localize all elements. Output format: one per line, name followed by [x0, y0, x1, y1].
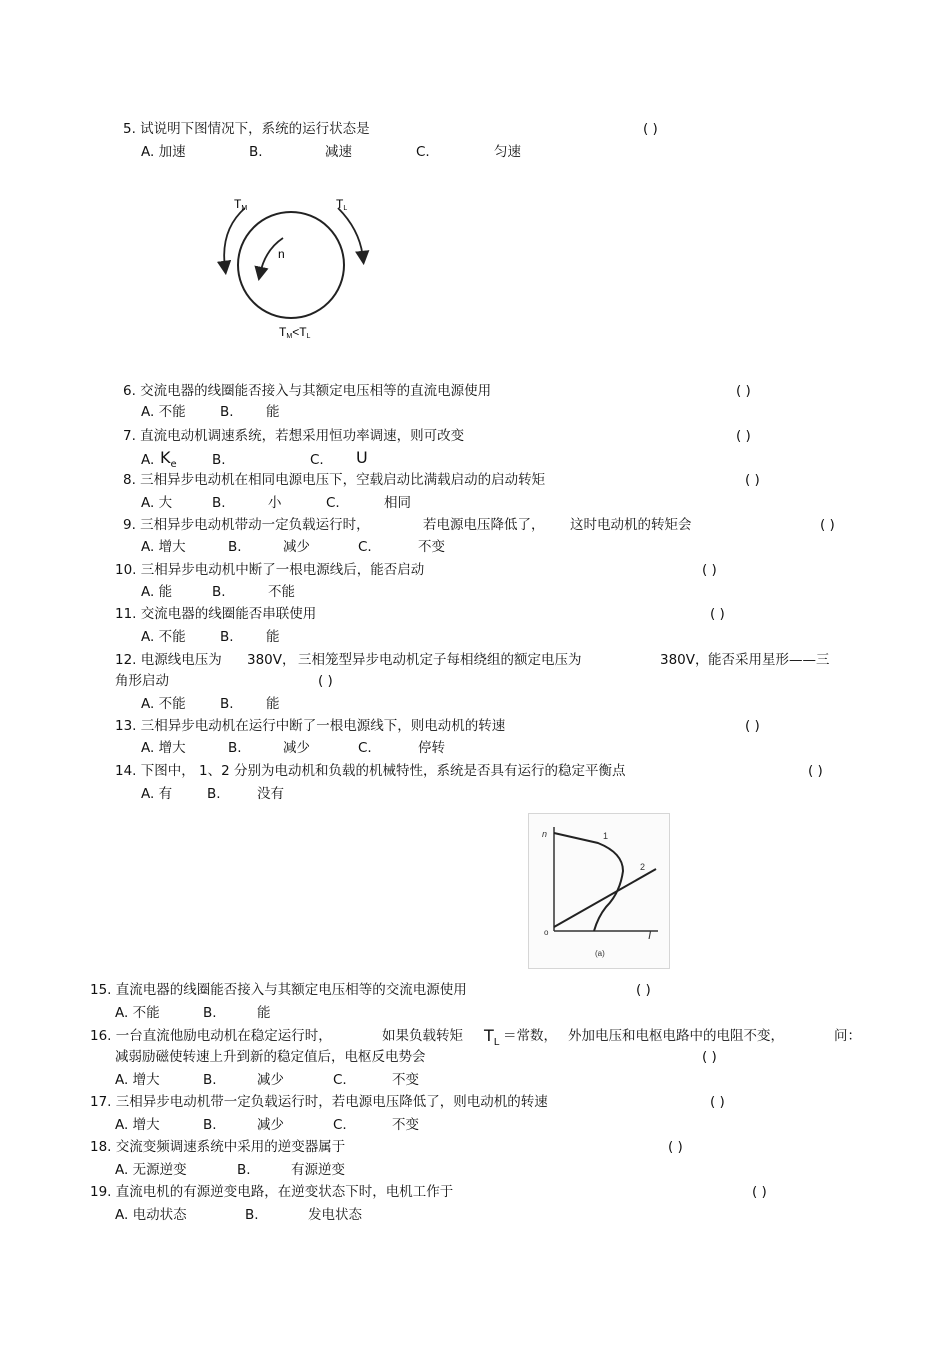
mechanical-characteristics-figure — [528, 813, 670, 969]
q7-option-b-label: B. — [212, 452, 226, 468]
q7-stem: 7. 直流电动机调速系统，若想采用恒功率调速，则可改变 — [123, 428, 465, 444]
q5-option-b: 减速 — [325, 144, 352, 160]
q19-option-b-label: B. — [245, 1207, 259, 1223]
q18-option-b: 有源逆变 — [291, 1162, 345, 1178]
origin-label: o — [544, 928, 549, 937]
q11-option-b-label: B. — [220, 629, 234, 645]
q5-stem: 5. 试说明下图情况下，系统的运行状态是 — [123, 121, 370, 137]
q9-option-c: 不变 — [418, 539, 445, 555]
q16-stem-part1: 16. 一台直流他励电动机在稳定运行时， — [90, 1028, 332, 1044]
q16-option-c: 不变 — [392, 1072, 419, 1088]
n-axis-label: n — [542, 829, 548, 839]
q16-option-a: A. 增大 — [115, 1072, 160, 1088]
q19-option-a: A. 电动状态 — [115, 1207, 187, 1223]
q12-option-b: 能 — [266, 696, 280, 712]
tl-label: TL — [336, 197, 348, 212]
q13-option-b: 减少 — [283, 740, 310, 756]
q12-answer-paren: ( ) — [318, 673, 333, 689]
q16-option-b-label: B. — [203, 1072, 217, 1088]
q17-option-c: 不变 — [392, 1117, 419, 1133]
q10-option-b: 不能 — [268, 584, 295, 600]
q5-answer-paren: ( ) — [643, 121, 658, 137]
q14-option-a: A. 有 — [141, 786, 173, 802]
q16-option-b: 减少 — [257, 1072, 284, 1088]
torque-direction-figure — [215, 190, 375, 345]
q10-stem: 10. 三相异步电动机中断了一根电源线后，能否启动 — [115, 562, 425, 578]
rotor-circle — [238, 212, 344, 318]
q14-answer-paren: ( ) — [808, 763, 823, 779]
q13-option-c-label: C. — [358, 740, 372, 756]
q17-option-a: A. 增大 — [115, 1117, 160, 1133]
q13-option-c: 停转 — [418, 740, 445, 756]
q10-answer-paren: ( ) — [702, 562, 717, 578]
q17-option-b-label: B. — [203, 1117, 217, 1133]
q18-option-a: A. 无源逆变 — [115, 1162, 187, 1178]
q8-option-a: A. 大 — [141, 495, 173, 511]
curve-1-label: 1 — [603, 831, 609, 841]
q9-option-b-label: B. — [228, 539, 242, 555]
q7-option-a-symbol: $K_e$ — [160, 448, 177, 471]
q9-stem-part2: 若电源电压降低了， — [423, 517, 545, 533]
q17-option-b: 减少 — [257, 1117, 284, 1133]
tm-arrow — [224, 208, 245, 268]
q12-stem-part3: 能否采用星形——三 — [708, 652, 830, 668]
q15-stem: 15. 直流电器的线圈能否接入与其额定电压相等的交流电源使用 — [90, 982, 467, 998]
q15-option-b: 能 — [257, 1005, 271, 1021]
q6-option-b: 能 — [266, 404, 280, 420]
q13-stem: 13. 三相异步电动机在运行中断了一根电源线下，则电动机的转速 — [115, 718, 506, 734]
q5-option-c: 匀速 — [494, 144, 521, 160]
q12-option-a: A. 不能 — [141, 696, 186, 712]
q16-answer-paren: ( ) — [702, 1049, 717, 1065]
q18-answer-paren: ( ) — [668, 1139, 683, 1155]
q13-option-a: A. 增大 — [141, 740, 186, 756]
q13-answer-paren: ( ) — [745, 718, 760, 734]
q8-stem: 8. 三相异步电动机在相同电源电压下，空载启动比满载启动的启动转矩 — [123, 472, 546, 488]
q7-option-a-label: A. — [141, 452, 155, 468]
q6-stem: 6. 交流电器的线圈能否接入与其额定电压相等的直流电源使用 — [123, 383, 492, 399]
q8-option-b-label: B. — [212, 495, 226, 511]
q11-option-b: 能 — [266, 629, 280, 645]
q8-answer-paren: ( ) — [745, 472, 760, 488]
q11-option-a: A. 不能 — [141, 629, 186, 645]
q19-stem: 19. 直流电机的有源逆变电路，在逆变状态下时，电机工作于 — [90, 1184, 454, 1200]
q10-option-b-label: B. — [212, 584, 226, 600]
q19-option-b: 发电状态 — [308, 1207, 362, 1223]
q14-option-b: 没有 — [257, 786, 284, 802]
q5-option-a: A. 加速 — [141, 144, 186, 160]
q16-option-c-label: C. — [333, 1072, 347, 1088]
curve-2-label: 2 — [640, 862, 646, 872]
q15-option-b-label: B. — [203, 1005, 217, 1021]
q8-option-c-label: C. — [326, 495, 340, 511]
q12-stem-part1: 12. 电源线电压为 — [115, 652, 222, 668]
q11-answer-paren: ( ) — [710, 606, 725, 622]
q12-option-b-label: B. — [220, 696, 234, 712]
q5-option-b-label: B. — [249, 144, 263, 160]
q18-stem: 18. 交流变频调速系统中采用的逆变器属于 — [90, 1139, 346, 1155]
n-label: n — [278, 247, 285, 261]
q16-stem-part4: 外加电压和电枢电路中的电阻不变， — [568, 1028, 784, 1044]
q15-option-a: A. 不能 — [115, 1005, 160, 1021]
q17-answer-paren: ( ) — [710, 1094, 725, 1110]
q9-option-b: 减少 — [283, 539, 310, 555]
q9-stem-part3: 这时电动机的转矩会 — [570, 517, 692, 533]
q6-option-b-label: B. — [220, 404, 234, 420]
q19-answer-paren: ( ) — [752, 1184, 767, 1200]
q17-stem: 17. 三相异步电动机带一定负载运行时，若电源电压降低了，则电动机的转速 — [90, 1094, 548, 1110]
q16-stem-part2: 如果负载转矩 — [382, 1028, 463, 1044]
q12-voltage-1: 380V， — [247, 652, 296, 668]
q9-option-a: A. 增大 — [141, 539, 186, 555]
q7-answer-paren: ( ) — [736, 428, 751, 444]
q9-stem-part1: 9. 三相异步电动机带动一定负载运行时， — [123, 517, 370, 533]
t-axis-label: T — [646, 928, 654, 942]
q8-option-b: 小 — [268, 495, 282, 511]
q16-stem-part3: ＝常数， — [503, 1028, 557, 1044]
q5-option-c-label: C. — [416, 144, 430, 160]
q18-option-b-label: B. — [237, 1162, 251, 1178]
q8-option-c: 相同 — [384, 495, 411, 511]
q15-answer-paren: ( ) — [636, 982, 651, 998]
q16-stem-part6: 减弱励磁使转速上升到新的稳定值后，电枢反电势会 — [115, 1049, 426, 1065]
q12-stem-part4: 角形启动 — [115, 673, 169, 689]
q7-option-c-symbol: U — [356, 448, 368, 467]
q12-stem-part2: 三相笼型异步电动机定子每相绕组的额定电压为 — [298, 652, 582, 668]
q6-answer-paren: ( ) — [736, 383, 751, 399]
q10-option-a: A. 能 — [141, 584, 173, 600]
torque-relation-label: TM<TL — [279, 325, 311, 340]
q9-option-c-label: C. — [358, 539, 372, 555]
tm-label: TM — [234, 197, 248, 212]
q16-stem-part5: 问： — [834, 1028, 861, 1044]
q14-stem: 14. 下图中， 1、2 分别为电动机和负载的机械特性，系统是否具有运行的稳定平衡点 — [115, 763, 626, 779]
q16-tl-symbol: $T_L$ — [484, 1026, 500, 1049]
q14-option-b-label: B. — [207, 786, 221, 802]
q17-option-c-label: C. — [333, 1117, 347, 1133]
q11-stem: 11. 交流电器的线圈能否串联使用 — [115, 606, 317, 622]
q9-answer-paren: ( ) — [820, 517, 835, 533]
figure-caption: (a) — [595, 949, 605, 958]
q12-voltage-2: 380V， — [660, 652, 709, 668]
figure-frame — [529, 814, 670, 969]
q7-option-c-label: C. — [310, 452, 324, 468]
q6-option-a: A. 不能 — [141, 404, 186, 420]
q13-option-b-label: B. — [228, 740, 242, 756]
